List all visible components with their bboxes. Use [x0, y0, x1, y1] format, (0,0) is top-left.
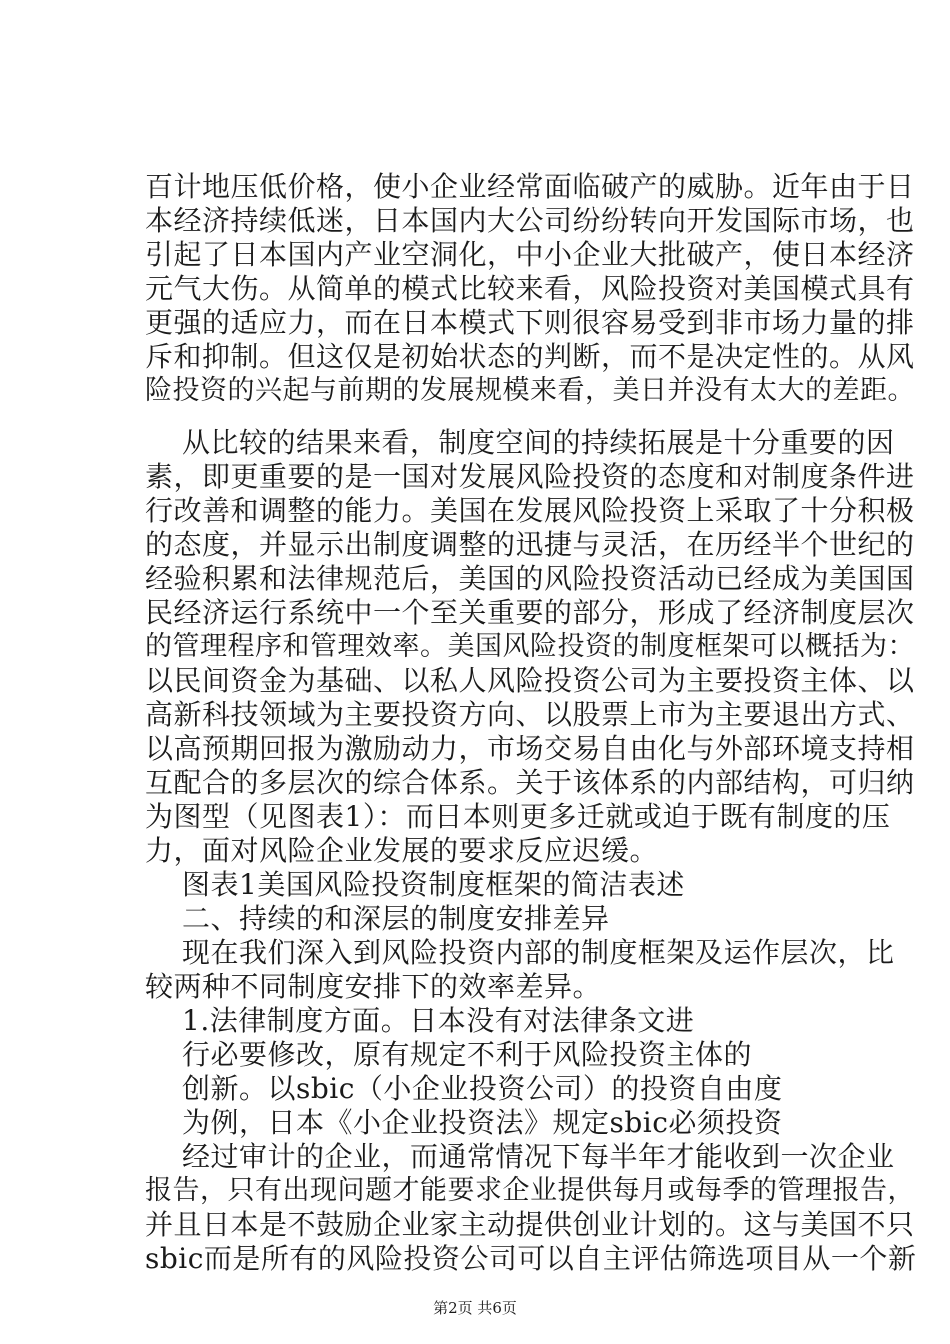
paragraph-line: 本经济持续低迷，日本国内大公司纷纷转向开发国际市场，也: [145, 204, 915, 237]
paragraph-line: 高新科技领域为主要投资方向、以股票上市为主要退出方式、: [145, 698, 915, 731]
paragraph-line: 险投资的兴起与前期的发展规模来看，美日并没有太大的差距。: [145, 375, 915, 406]
paragraph-line: 报告，只有出现问题才能要求企业提供每月或每季的管理报告，: [145, 1175, 915, 1206]
paragraph-line: 素，即更重要的是一国对发展风险投资的态度和对制度条件进: [145, 460, 915, 493]
page-footer: 第2页 共6页: [433, 1299, 517, 1317]
paragraph-line: 较两种不同制度安排下的效率差异。: [145, 970, 602, 1003]
paragraph-line: 创新。以sbic（小企业投资公司）的投资自由度: [182, 1072, 783, 1105]
paragraph-line: 引起了日本国内产业空洞化，中小企业大批破产，使日本经济: [145, 238, 915, 271]
paragraph-line: 民经济运行系统中一个至关重要的部分，形成了经济制度层次: [145, 596, 915, 629]
paragraph-line: 力，面对风险企业发展的要求反应迟缓。: [145, 834, 659, 867]
paragraph-line: 以高预期回报为激励动力，市场交易自由化与外部环境支持相: [145, 732, 915, 765]
paragraph-line: 斥和抑制。但这仅是初始状态的判断，而不是决定性的。从风: [145, 340, 915, 373]
paragraph-line: 互配合的多层次的综合体系。关于该体系的内部结构，可归纳: [145, 766, 915, 799]
paragraph-line: 百计地压低价格，使小企业经常面临破产的威胁。近年由于日: [145, 170, 915, 203]
paragraph-line: 的管理程序和管理效率。美国风险投资的制度框架可以概括为：: [145, 631, 915, 662]
paragraph-line: 为图型（见图表1）：而日本则更多迁就或迫于既有制度的压: [145, 800, 891, 833]
paragraph-line: 并且日本是不鼓励企业家主动提供创业计划的。这与美国不只: [145, 1208, 915, 1241]
paragraph-line: 行改善和调整的能力。美国在发展风险投资上采取了十分积极: [145, 494, 915, 527]
paragraph-line: 的态度，并显示出制度调整的迅捷与灵活，在历经半个世纪的: [145, 528, 915, 561]
paragraph-line: 现在我们深入到风险投资内部的制度框架及运作层次，比: [182, 936, 895, 969]
paragraph-line: 经验积累和法律规范后，美国的风险投资活动已经成为美国国: [145, 562, 915, 595]
paragraph-line: 从比较的结果来看，制度空间的持续拓展是十分重要的因: [182, 426, 895, 459]
paragraph-line: 1.法律制度方面。日本没有对法律条文进: [182, 1004, 695, 1037]
paragraph-line: 更强的适应力，而在日本模式下则很容易受到非市场力量的排: [145, 306, 915, 339]
section-heading: 二、持续的和深层的制度安排差异: [182, 902, 610, 935]
paragraph-line: 行必要修改，原有规定不利于风险投资主体的: [182, 1038, 753, 1071]
paragraph-line: 为例，日本《小企业投资法》规定sbic必须投资: [182, 1106, 783, 1139]
paragraph-line: 以民间资金为基础、以私人风险投资公司为主要投资主体、以: [145, 664, 915, 697]
figure-caption: 图表1美国风险投资制度框架的简洁表述: [182, 868, 685, 901]
paragraph-line: 经过审计的企业，而通常情况下每半年才能收到一次企业: [182, 1140, 895, 1173]
paragraph-line: sbic而是所有的风险投资公司可以自主评估筛选项目从一个新: [145, 1242, 917, 1275]
paragraph-line: 元气大伤。从简单的模式比较来看，风险投资对美国模式具有: [145, 272, 915, 305]
